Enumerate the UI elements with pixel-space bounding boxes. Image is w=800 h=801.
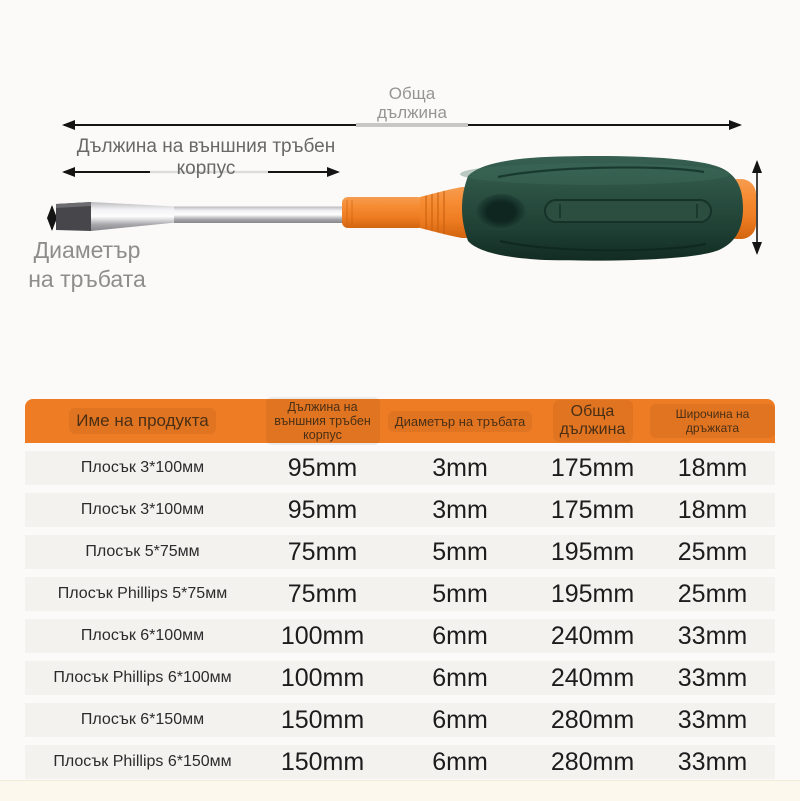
table-row bbox=[25, 577, 775, 611]
total-length-arrow-icon bbox=[64, 123, 740, 127]
cell-body-length: 75mm bbox=[287, 537, 358, 566]
cell-handle-width: 33mm bbox=[677, 747, 748, 776]
cell-product-name: Плосък 5*75мм bbox=[85, 543, 200, 560]
col-header-product-name: Име на продукта bbox=[25, 399, 260, 443]
cell-diameter: 5mm bbox=[432, 579, 488, 608]
bottom-strip bbox=[0, 780, 800, 801]
screwdriver-diagram bbox=[0, 0, 800, 398]
cell-diameter: 5mm bbox=[432, 537, 488, 566]
table-row bbox=[25, 451, 775, 485]
cell-body-length: 100mm bbox=[280, 621, 365, 650]
cell-diameter: 6mm bbox=[432, 621, 488, 650]
table-row bbox=[25, 703, 775, 737]
ferrule-collar bbox=[342, 197, 424, 228]
cell-total-length: 175mm bbox=[550, 453, 635, 482]
cell-product-name: Плосък Phillips 5*75мм bbox=[57, 585, 228, 602]
cell-diameter: 3mm bbox=[432, 495, 488, 524]
cell-product-name: Плосък 6*100мм bbox=[80, 627, 205, 644]
screwdriver-illustration bbox=[0, 0, 800, 398]
table-header bbox=[25, 399, 775, 443]
cell-product-name: Плосък Phillips 6*150мм bbox=[53, 753, 232, 770]
cell-product-name: Плосък 3*100мм bbox=[80, 501, 205, 518]
table-row bbox=[25, 493, 775, 527]
cell-diameter: 6mm bbox=[432, 663, 488, 692]
spec-table bbox=[25, 399, 775, 779]
screwdriver-blade bbox=[91, 202, 176, 231]
cell-handle-width: 18mm bbox=[677, 453, 748, 482]
cell-body-length: 75mm bbox=[287, 579, 358, 608]
handle-thumb-indent bbox=[476, 194, 526, 230]
cell-total-length: 240mm bbox=[550, 663, 635, 692]
cell-total-length: 195mm bbox=[550, 537, 635, 566]
cell-product-name: Плосък 6*150мм bbox=[80, 711, 205, 728]
cell-total-length: 280mm bbox=[550, 705, 635, 734]
cell-handle-width: 33mm bbox=[677, 705, 748, 734]
tube-diameter-label: Диаметър на тръбата bbox=[28, 237, 146, 292]
total-length-label: Обща дължина bbox=[377, 84, 447, 122]
table-row bbox=[25, 661, 775, 695]
cell-total-length: 280mm bbox=[550, 747, 635, 776]
cell-body-length: 150mm bbox=[280, 747, 365, 776]
cell-handle-width: 33mm bbox=[677, 621, 748, 650]
col-header-diameter: Диаметър на тръбата bbox=[385, 399, 535, 443]
cell-diameter: 6mm bbox=[432, 747, 488, 776]
body-length-label: Дължина на външния тръбен корпус bbox=[76, 136, 336, 179]
col-header-body-length: Дължина на външния тръбен корпус bbox=[260, 399, 385, 443]
screwdriver-shaft bbox=[174, 207, 346, 224]
cell-total-length: 195mm bbox=[550, 579, 635, 608]
cell-product-name: Плосък 3*100мм bbox=[80, 459, 205, 476]
cell-diameter: 6mm bbox=[432, 705, 488, 734]
table-row bbox=[25, 535, 775, 569]
cell-handle-width: 18mm bbox=[677, 495, 748, 524]
cell-handle-width: 25mm bbox=[677, 579, 748, 608]
col-header-total-length: Обща дължина bbox=[535, 399, 650, 443]
cell-total-length: 240mm bbox=[550, 621, 635, 650]
cell-product-name: Плосък Phillips 6*100мм bbox=[53, 669, 232, 686]
cell-body-length: 95mm bbox=[287, 495, 358, 524]
cell-total-length: 175mm bbox=[550, 495, 635, 524]
cell-body-length: 95mm bbox=[287, 453, 358, 482]
table-row bbox=[25, 619, 775, 653]
handle-slot bbox=[545, 200, 711, 222]
cell-body-length: 100mm bbox=[280, 663, 365, 692]
col-header-handle-width: Широчина на дръжката bbox=[650, 399, 775, 443]
table-row bbox=[25, 745, 775, 779]
cell-body-length: 150mm bbox=[280, 705, 365, 734]
cell-handle-width: 33mm bbox=[677, 663, 748, 692]
cell-diameter: 3mm bbox=[432, 453, 488, 482]
cell-handle-width: 25mm bbox=[677, 537, 748, 566]
